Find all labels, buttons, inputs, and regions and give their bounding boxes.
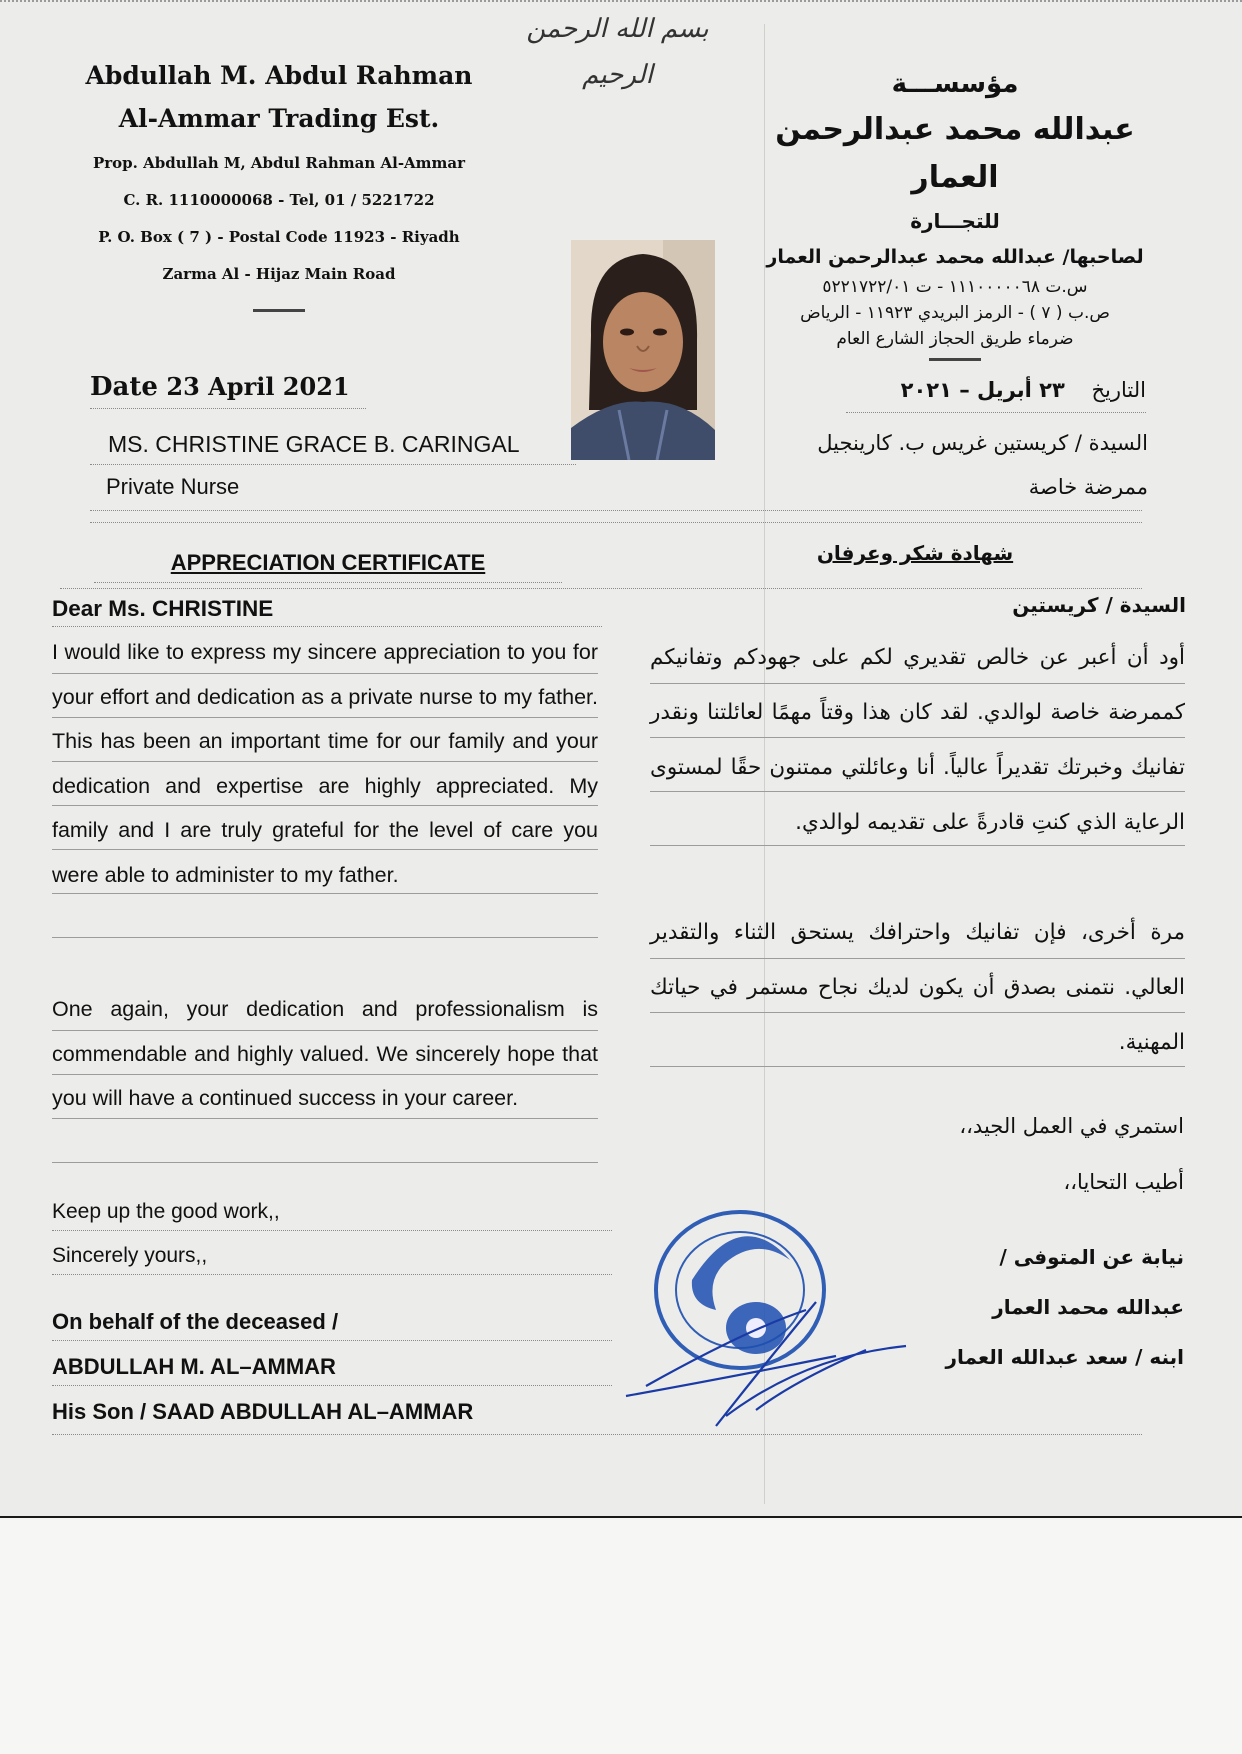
arabic-company-name: عبدالله محمد عبدالرحمن العمار	[775, 112, 1135, 195]
son-name: His Son / SAAD ABDULLAH AL–AMMAR	[52, 1399, 474, 1424]
arabic-salutation: السيدة / كريستين	[1012, 593, 1186, 617]
recipient-name-row	[90, 424, 576, 465]
arabic-date-label: التاريخ	[1091, 378, 1146, 402]
company-stamp	[606, 1180, 936, 1440]
son-name-row	[52, 1394, 1142, 1435]
divider-line	[90, 514, 1142, 523]
address-line: Zarma Al - Hijaz Main Road	[162, 265, 396, 283]
company-name: Al-Ammar Trading Est.	[118, 104, 440, 133]
recipient-title: Private Nurse	[106, 474, 240, 499]
arabic-regards-line: أطيب التحايا،،	[1063, 1170, 1184, 1194]
date-value: 23 April 2021	[166, 372, 350, 401]
arabic-proprietor-line: لصاحبها/ عبدالله محمد عبدالرحمن العمار	[766, 246, 1144, 268]
keep-up-row	[52, 1194, 612, 1231]
bismillah-calligraphy	[505, 6, 730, 90]
arabic-son-name: ابنه / سعد عبدالله العمار	[945, 1345, 1184, 1369]
behalf-line: On behalf of the deceased /	[52, 1309, 339, 1334]
body-paragraph-1: I would like to express my sincere appreciation to you for your effort and dedication as a private nurse to my father. This has been an important time for our family and your dedication and expertise are highly appreciated. My family and I are truly grateful for the level of care you were able to administer to my father.	[52, 640, 598, 887]
recipient-name: MS. CHRISTINE GRACE B. CARINGAL	[108, 431, 520, 457]
arabic-body-paragraph-2-block	[650, 905, 1185, 1071]
bismillah-text: بسم الله الرحمن الرحيم	[526, 14, 709, 90]
body-paragraph-1-block	[52, 630, 598, 942]
header-rule	[253, 309, 305, 312]
arabic-body-paragraph-1-block	[650, 630, 1185, 852]
arabic-establishment-label: مؤسســـة	[891, 69, 1019, 99]
arabic-keep-up-line: استمري في العمل الجيد،،	[959, 1114, 1184, 1138]
deceased-name-row	[52, 1349, 612, 1386]
certificate-heading: APPRECIATION CERTIFICATE	[170, 550, 486, 575]
behalf-row	[52, 1304, 612, 1341]
letterhead-arabic	[760, 62, 1150, 361]
body-paragraph-2: One again, your dedication and professionalism is commendable and highly valued. We sincerely hope that you will have a continued success in your career.	[52, 997, 598, 1111]
date-label: Date	[90, 372, 158, 402]
arabic-address-line: ضرماء طريق الحجاز الشارع العام	[836, 329, 1074, 349]
arabic-trade-label: للتجـــارة	[910, 209, 1000, 233]
arabic-deceased-name: عبدالله محمد العمار	[992, 1295, 1184, 1319]
blank-lower-area	[0, 1518, 1242, 1754]
arabic-date-value: ٢٣ أبريل – ٢٠٢١	[900, 378, 1065, 402]
stamp-and-signature-graphic	[606, 1180, 936, 1440]
arabic-behalf-line: نيابة عن المتوفى /	[999, 1245, 1184, 1269]
body-paragraph-2-block	[52, 987, 598, 1165]
letterhead-english	[62, 56, 496, 312]
date-row	[90, 372, 366, 409]
salutation-row	[52, 592, 602, 627]
recipient-photo-illustration	[571, 240, 715, 460]
arabic-date-row	[846, 378, 1146, 413]
arabic-header-rule	[929, 358, 981, 361]
sincerely-line: Sincerely yours,,	[52, 1244, 208, 1267]
recipient-photo	[571, 240, 715, 460]
keep-up-line: Keep up the good work,,	[52, 1200, 280, 1223]
salutation: Dear Ms. CHRISTINE	[52, 596, 274, 621]
proprietor-line: Prop. Abdullah M, Abdul Rahman Al-Ammar	[92, 154, 466, 172]
deceased-name: ABDULLAH M. AL–AMMAR	[52, 1354, 336, 1379]
arabic-certificate-heading: شهادة شكر وعرفان	[816, 541, 1014, 565]
registration-line: C. R. 1110000068 - Tel, 01 / 5221722	[123, 191, 435, 209]
po-box-line: P. O. Box ( 7 ) - Postal Code 11923 - Riyadh	[98, 228, 460, 246]
arabic-po-box-line: ص.ب ( ٧ ) - الرمز البريدي ١١٩٢٣ - الرياض	[800, 303, 1110, 323]
arabic-body-paragraph-1: أود أن أعبر عن خالص تقديري لكم على جهودكم وتفانيكم كممرضة خاصة لوالدي. لقد كان هذا وقتاً مهمًا لعائلتنا ونقدر تفانيك وخبرتك تقديراً عالياً. أنا وعائلتي ممتنون حقًا لمستوى الرعاية الذي كنتِ قادرةً على تقديمه لوالدي.	[650, 645, 1185, 835]
arabic-recipient-name: السيدة / كريستين غريس ب. كارينجيل	[817, 431, 1148, 455]
company-owner-name: Abdullah M. Abdul Rahman	[85, 61, 473, 90]
arabic-recipient-title: ممرضة خاصة	[1028, 475, 1148, 499]
certificate-heading-row	[94, 548, 562, 583]
arabic-registration-line: س.ت ١١١٠٠٠٠٠٦٨ - ت ٥٢٢١٧٢٢/٠١	[822, 277, 1088, 297]
arabic-body-paragraph-2: مرة أخرى، فإن تفانيك واحترافك يستحق الثناء والتقدير العالي. نتمنى بصدق أن يكون لديك نجاح مستمر في حياتك المهنية.	[650, 920, 1185, 1055]
sincerely-row	[52, 1238, 612, 1275]
